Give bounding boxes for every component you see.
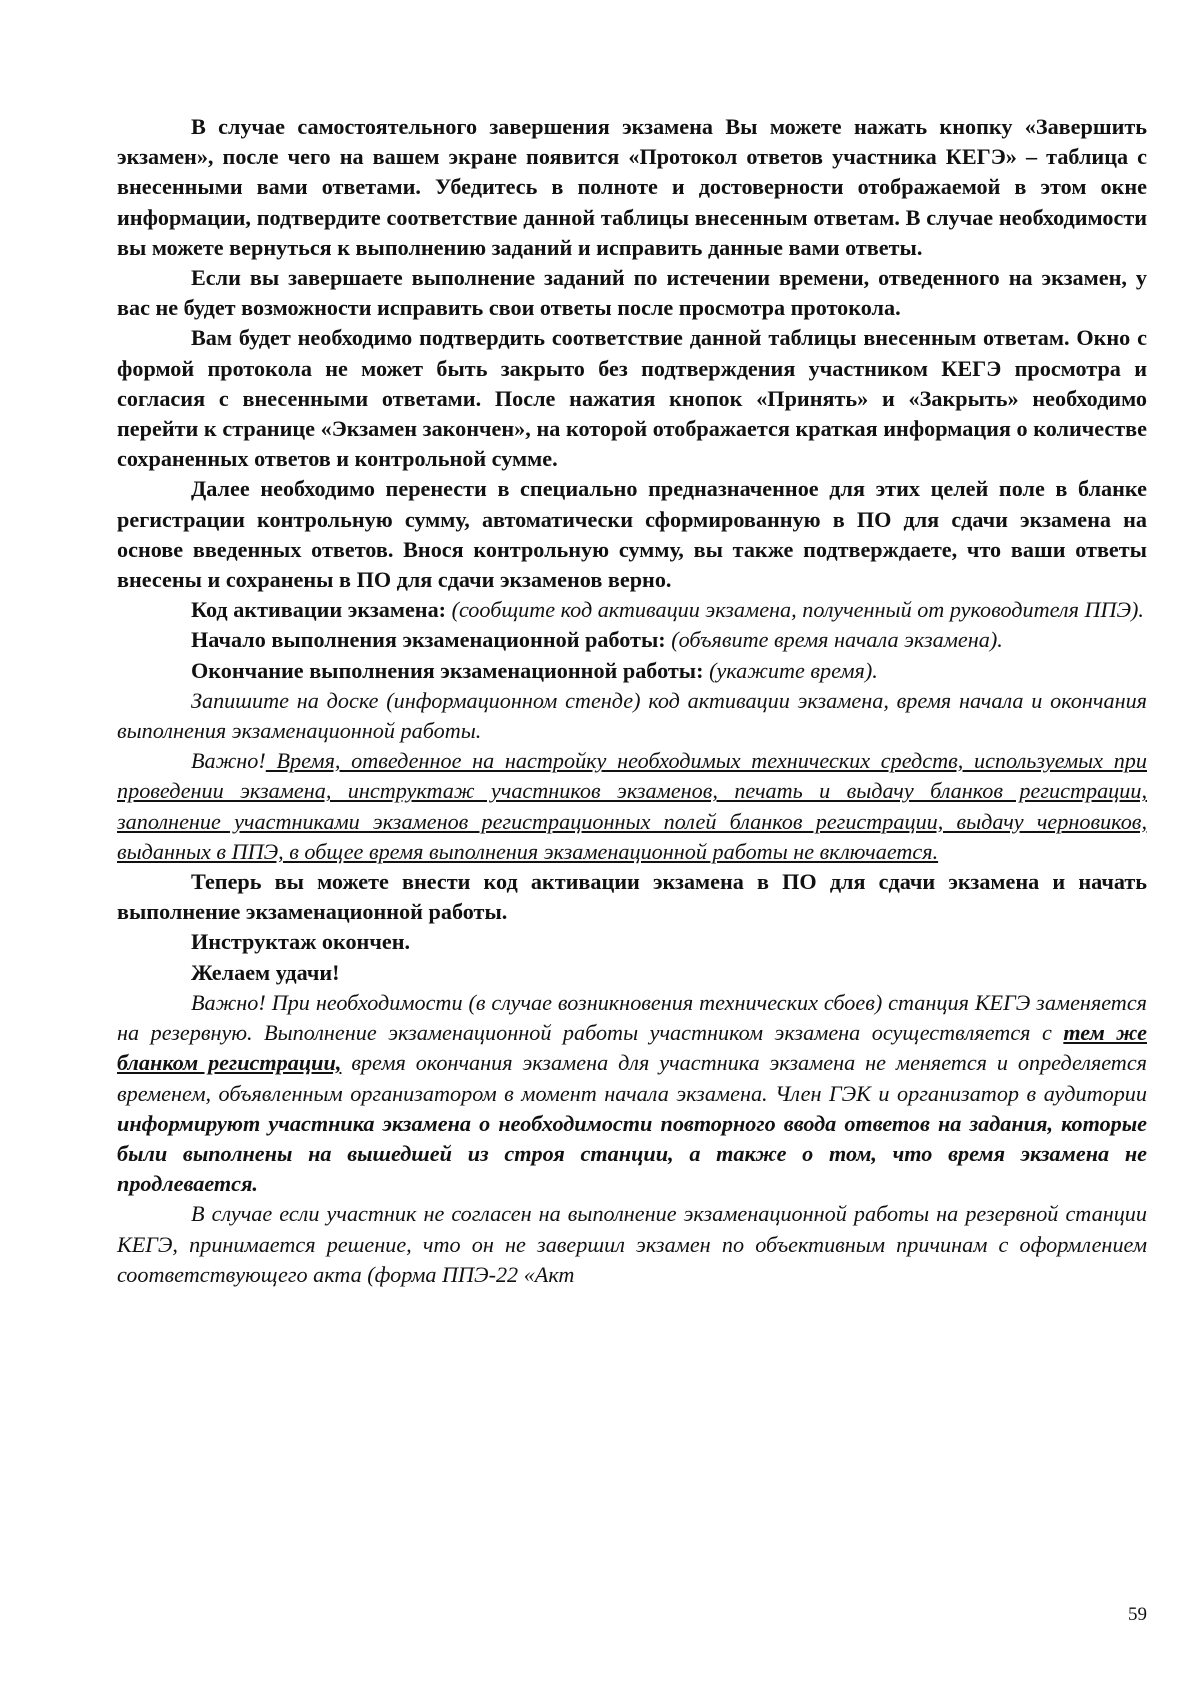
important-label: Важно! [191,748,266,774]
activation-code-instruction: (сообщите код активации экзамена, полученный от руководителя ППЭ). [451,597,1144,623]
paragraph-start-time [117,625,1147,655]
page-number: 59 [1128,1604,1147,1625]
document-page [117,112,1147,1290]
activation-code-label: Код активации экзамена: [191,597,447,623]
paragraph-activation-code [117,595,1147,625]
paragraph-time-expired: Если вы завершаете выполнение заданий по истечении времени, отведенного на экзамен, у вас не будет возможности исправить свои ответы после просмотра протокола. [117,265,1147,321]
paragraph-backup-station [117,988,1147,1199]
paragraph-checksum: Далее необходимо перенести в специально предназначенное для этих целей поле в бланке регистрации контрольную сумму, автоматически сформированную в ПО для сдачи экзамена на основе введенных ответов. Внося контрольную сумму, вы также подтверждаете, что ваши ответы внесены и сохранены в ПО для сдачи экзаменов верно. [117,476,1147,593]
paragraph-good-luck: Желаем удачи! [191,959,340,985]
paragraph-end-time [117,656,1147,686]
backup-text-c: время окончания экзамена для участника экзамена не меняется и определяется временем, объявленным организатором в момент начала экзамена. Член ГЭК и организатор в аудитории [117,1050,1147,1106]
paragraph-refusal: В случае если участник не согласен на выполнение экзаменационной работы на резервной станции КЕГЭ, принимается решение, что он не завершил экзамен по объективным причинам с оформлением соответствующего акта (форма ППЭ-22 «Акт [117,1201,1147,1287]
start-time-label: Начало выполнения экзаменационной работы: [191,627,666,653]
backup-text-same-form: тем же бланком регистрации, [117,1020,1147,1076]
paragraph-important-time-note [117,746,1147,867]
paragraph-enter-code: Теперь вы можете внести код активации экзамена в ПО для сдачи экзамена и начать выполнение экзаменационной работы. [117,869,1147,925]
paragraph-write-on-board: Запишите на доске (информационном стенде) код активации экзамена, время начала и окончания выполнения экзаменационной работы. [117,687,1147,744]
end-time-label: Окончание выполнения экзаменационной работы: [191,657,704,683]
paragraph-briefing-over: Инструктаж окончен. [191,929,411,955]
paragraph-finish-exam: В случае самостоятельного завершения экзамена Вы можете нажать кнопку «Завершить экзамен», после чего на вашем экране появится «Протокол ответов участника КЕГЭ» – таблица с внесенными вами ответами. Убедитесь в полноте и достоверности отображаемой в этом окне информации, подтвердите соответствие данной таблицы внесенным ответам. В случае необходимости вы можете вернуться к выполнению заданий и исправить данные вами ответы. [117,114,1147,260]
backup-text-a: Важно! При необходимости (в случае возникновения технических сбоев) станция КЕГЭ заменяется на резервную. Выполнение экзаменационной работы участником экзамена осуществляется с [117,989,1147,1046]
important-underlined-text: Время, отведенное на настройку необходимых технических средств, используемых при проведении экзамена, инструктаж участников экзаменов, печать и выдачу бланков регистрации, заполнение участниками экзаменов регистрационных полей бланков регистрации, выдачу черновиков, выданных в ППЭ, в общее время выполнения экзаменационной работы не включается. [117,748,1147,864]
paragraph-confirm-protocol: Вам будет необходимо подтвердить соответствие данной таблицы внесенным ответам. Окно с формой протокола не может быть закрыто без подтверждения участником КЕГЭ просмотра и согласия с внесенными ответами. После нажатия кнопок «Принять» и «Закрыть» необходимо перейти к странице «Экзамен закончен», на которой отображается краткая информация о количестве сохраненных ответов и контрольной сумме. [117,325,1147,472]
start-time-instruction: (объявите время начала экзамена). [671,627,1003,653]
backup-text-inform: информируют участника экзамена о необходимости повторного ввода ответов на задания, которые были выполнены на вышедшей из строя станции, а также о том, что время экзамена не продлевается. [117,1110,1147,1197]
end-time-instruction: (укажите время). [709,657,878,683]
